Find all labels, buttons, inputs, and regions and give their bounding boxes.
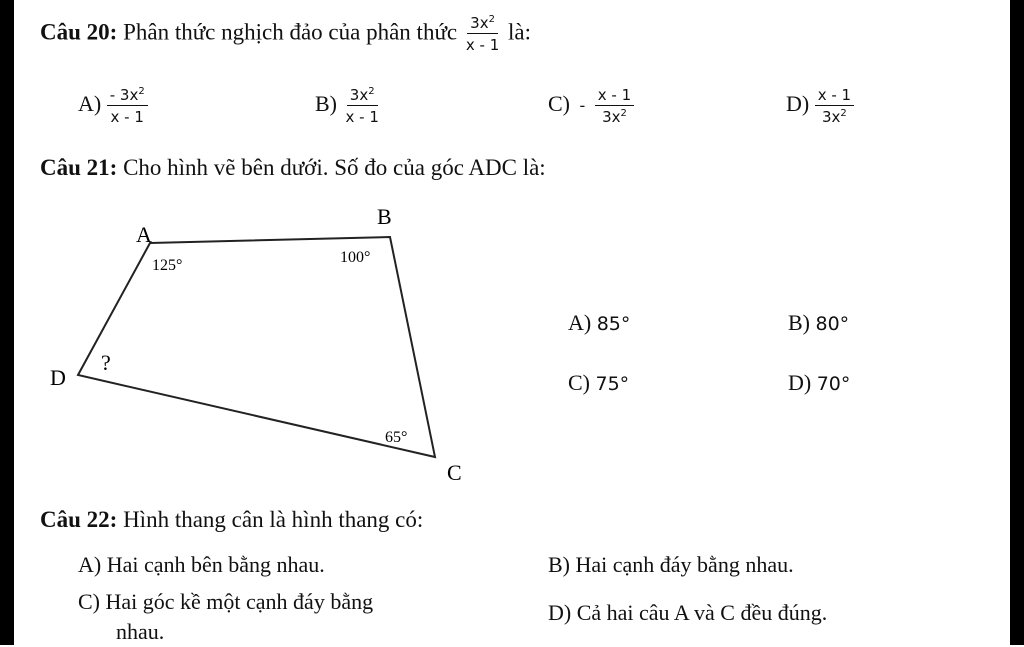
q21-option-a[interactable]: [568, 310, 630, 336]
left-dark-border: [0, 0, 14, 645]
question-20-fraction: [463, 14, 502, 54]
angle-d-unknown: ?: [101, 350, 111, 375]
q20-option-c[interactable]: [548, 86, 634, 126]
option-label: B): [315, 91, 337, 117]
option-label: B): [788, 310, 810, 335]
angle-b-value: 100°: [340, 249, 371, 266]
fraction-denominator: 3x: [602, 108, 621, 126]
q20-option-d[interactable]: [786, 86, 854, 126]
q21-option-d[interactable]: [788, 370, 850, 396]
option-label: D): [786, 91, 810, 117]
quadrilateral-abcd: [78, 237, 435, 457]
question-22-label: Câu 22:: [40, 507, 118, 532]
question-20-text: Phân thức nghịch đảo của phân thức: [123, 19, 458, 45]
option-fraction: [107, 86, 148, 126]
fraction-denominator: 3x: [822, 108, 841, 126]
option-value: 75°: [595, 373, 630, 395]
quadrilateral-figure: [40, 200, 480, 490]
option-fraction: [595, 86, 634, 126]
option-label: A): [568, 310, 592, 335]
fraction-numerator: x - 1: [815, 86, 854, 106]
q22-option-b[interactable]: B) Hai cạnh đáy bằng nhau.: [548, 552, 794, 577]
vertex-b-label: B: [377, 204, 392, 229]
question-20: [40, 14, 531, 54]
fraction-exponent: 2: [488, 14, 495, 25]
question-20-label: Câu 20:: [40, 19, 118, 45]
option-value: 80°: [815, 313, 850, 335]
fraction-numerator: - 3x: [109, 86, 139, 104]
question-22-text: Hình thang cân là hình thang có:: [123, 507, 424, 532]
fraction-exponent: 2: [840, 108, 847, 119]
question-20-suffix: là:: [508, 19, 531, 45]
question-21: [40, 155, 546, 181]
vertex-a-label: A: [136, 222, 152, 247]
fraction-numerator: x - 1: [595, 86, 634, 106]
minus-sign: -: [579, 96, 586, 116]
q21-option-b[interactable]: [788, 310, 849, 336]
option-label: A): [78, 91, 102, 117]
option-c-line-1: C) Hai góc kề một cạnh đáy bằng: [78, 589, 374, 614]
vertex-c-label: C: [447, 460, 462, 485]
fraction-numerator: 3x: [349, 86, 369, 104]
fraction-denominator: x - 1: [110, 108, 144, 126]
q21-option-c[interactable]: [568, 370, 629, 396]
vertex-d-label: D: [50, 365, 66, 390]
fraction-numerator: 3x: [470, 14, 489, 32]
fraction-denominator: x - 1: [465, 36, 500, 54]
q20-option-a[interactable]: [78, 86, 148, 126]
angle-a-value: 125°: [152, 257, 183, 274]
right-dark-border: [1010, 0, 1024, 645]
fraction-denominator: x - 1: [345, 108, 379, 126]
fraction-exponent: 2: [620, 108, 627, 119]
option-c-line-2: nhau.: [116, 619, 165, 644]
q22-option-d[interactable]: D) Cả hai câu A và C đều đúng.: [548, 600, 828, 625]
q20-option-b[interactable]: [315, 86, 382, 126]
fraction-exponent: 2: [138, 86, 145, 97]
q22-option-a[interactable]: A) Hai cạnh bên bằng nhau.: [78, 552, 325, 577]
question-22: [40, 507, 423, 533]
option-value: 70°: [816, 373, 851, 395]
option-fraction: [343, 86, 382, 126]
angle-c-value: 65°: [385, 429, 408, 446]
option-value: 85°: [596, 313, 631, 335]
question-21-label: Câu 21:: [40, 155, 118, 180]
question-21-text: Cho hình vẽ bên dưới. Số đo của góc ADC là:: [123, 155, 546, 180]
q22-option-c[interactable]: [78, 587, 373, 647]
option-fraction: [815, 86, 854, 126]
option-label: D): [788, 370, 812, 395]
option-label: C): [548, 91, 570, 117]
option-label: C): [568, 370, 590, 395]
fraction-exponent: 2: [368, 86, 375, 97]
